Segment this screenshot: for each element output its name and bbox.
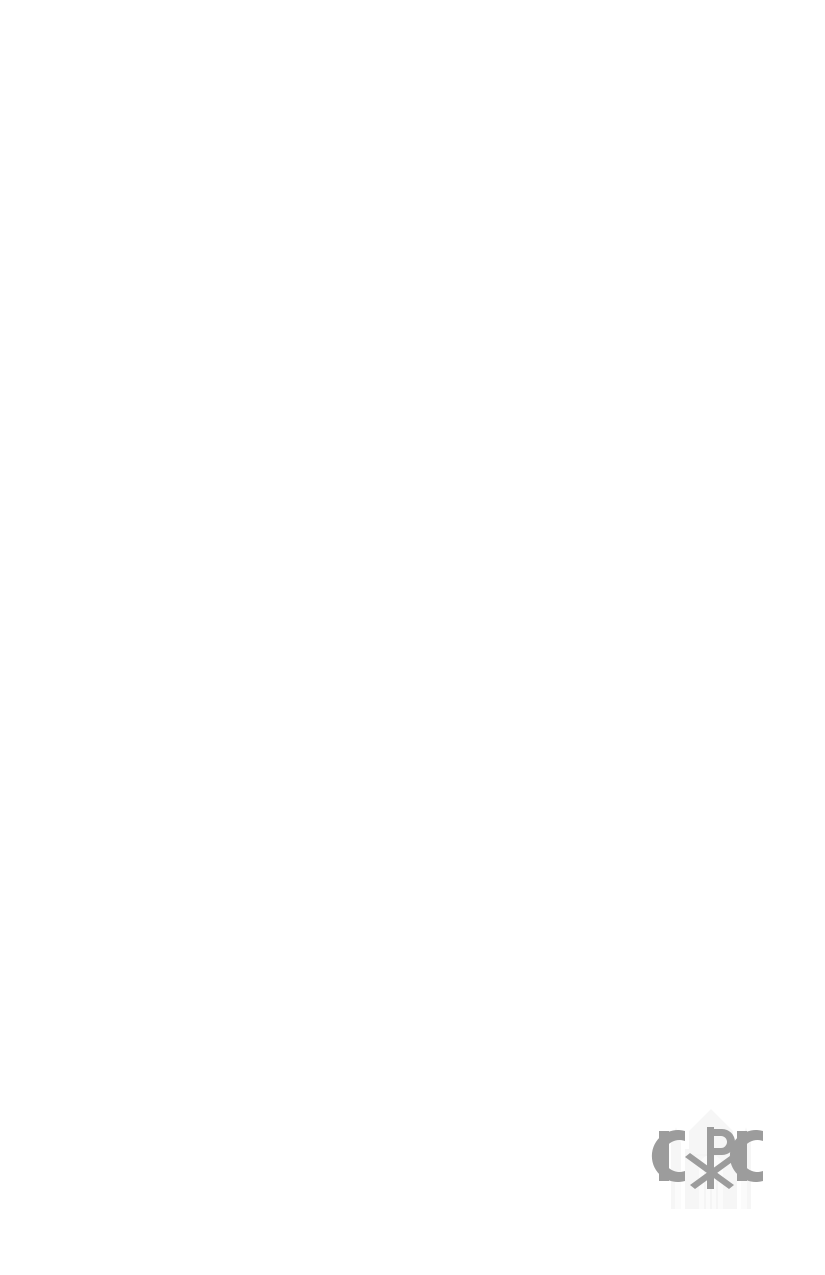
- border-top: [0, 0, 825, 66]
- brand-logo: [645, 1109, 777, 1219]
- title-body-spacer: [106, 104, 719, 176]
- cpc-monogram-icon: [645, 1123, 777, 1189]
- border-left: [0, 0, 66, 1275]
- card-content: [66, 66, 759, 1209]
- border-right: [759, 0, 825, 1275]
